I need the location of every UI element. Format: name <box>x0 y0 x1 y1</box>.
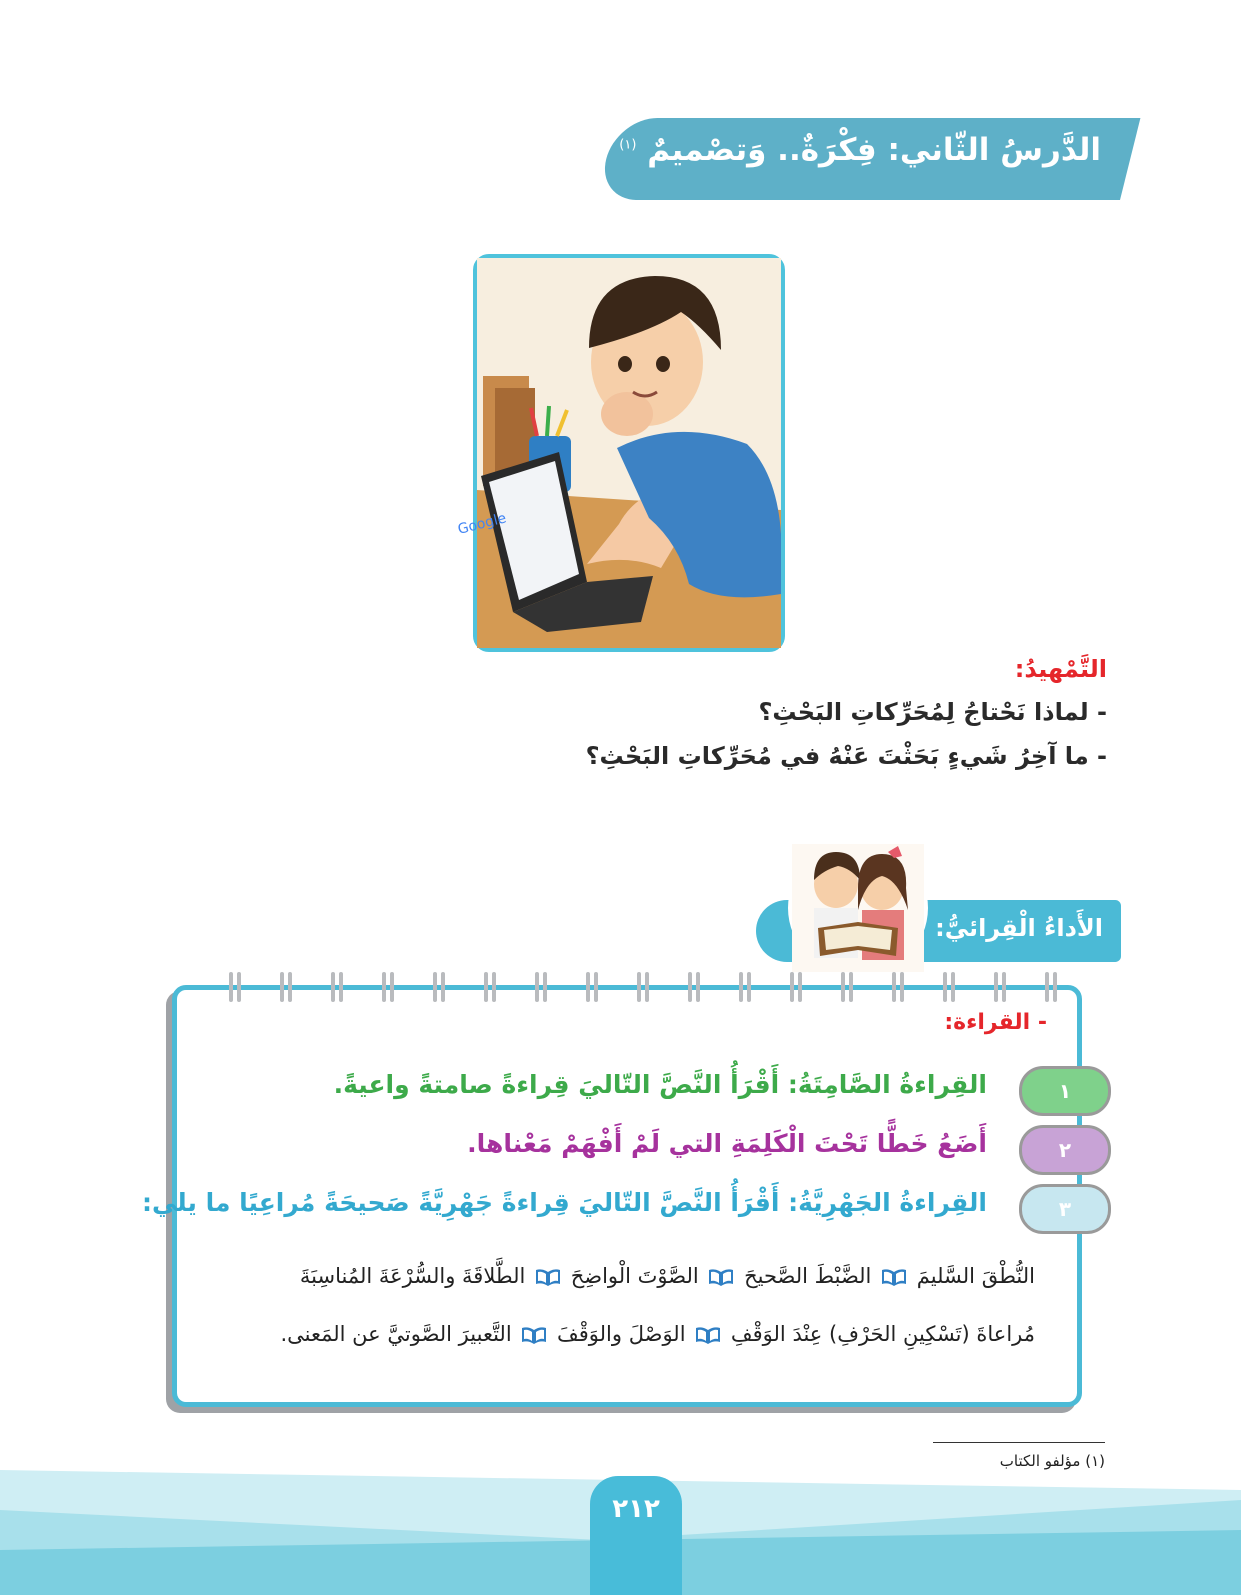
reading-performance-heading: الأَداءُ الْقِرائيُّ: <box>935 914 1103 942</box>
lesson-title <box>581 132 1101 168</box>
google-logo: Google <box>456 510 508 538</box>
step-3-text: القِراءةُ الجَهْرِيَّةُ: أَقْرَأُ النَّصَّ التّاليَ قِراءةً جَهْرِيَّةً صَحيحَةً مُراعِيًا ما يلي: <box>141 1188 987 1217</box>
step-2-text: أَضَعُ خَطًّا تَحْتَ الْكَلِمَةِ التي لَمْ أَفْهَمْ مَعْناها. <box>467 1129 987 1158</box>
footnote: (١) مؤلفو الكتاب <box>999 1452 1105 1470</box>
page-number: ٢١٢ <box>590 1476 682 1595</box>
step-number-2: ٢ <box>1019 1125 1111 1175</box>
step-number-1: ١ <box>1019 1066 1111 1116</box>
footnote-divider <box>933 1442 1105 1443</box>
intro-question-2: - ما آخِرُ شَيءٍ بَحَثْتَ عَنْهُ في مُحَرِّكاتِ البَحْثِ؟ <box>585 742 1107 770</box>
criterion-item: الوَصْلَ والوَقْفَ <box>557 1322 686 1346</box>
open-book-icon <box>708 1268 734 1286</box>
step-number-3: ٣ <box>1019 1184 1111 1234</box>
lesson-title-text: الدَّرسُ الثّاني: فِكْرَةٌ.. وَتصْميمٌ <box>647 132 1101 168</box>
criterion-item: مُراعاةَ (تَسْكِينِ الحَرْفِ) عِنْدَ الوَقْفِ <box>730 1322 1035 1346</box>
criterion-item: الضَّبْطَ الصَّحيحَ <box>744 1264 872 1288</box>
boy-laptop-illustration <box>456 254 785 652</box>
criterion-item: النُّطْقَ السَّليمَ <box>916 1264 1035 1288</box>
notebook-rings <box>190 972 1060 1012</box>
intro-heading: التَّمْهيدُ: <box>1014 655 1107 683</box>
open-book-icon <box>521 1326 547 1344</box>
kids-reading-illustration <box>788 840 928 976</box>
open-book-icon <box>881 1268 907 1286</box>
criterion-item: الصَّوْتَ الْواضِحَ <box>570 1264 699 1288</box>
step-1-text: القِراءةُ الصَّامِتَةُ: أَقْرَأُ النَّصَّ التّاليَ قِراءةً صامتةً واعيةً. <box>333 1070 987 1099</box>
intro-question-1: - لماذا نَحْتاجُ لِمُحَرِّكاتِ البَحْثِ؟ <box>758 698 1107 726</box>
open-book-icon <box>535 1268 561 1286</box>
criterion-item: التَّعبيرَ الصَّوتيَّ عن المَعنى. <box>280 1322 512 1346</box>
open-book-icon <box>695 1326 721 1344</box>
footnote-reference: (١) <box>619 137 637 153</box>
criterion-item: الطَّلاقَةَ والسُّرْعَةَ المُناسِبَةَ <box>299 1264 526 1288</box>
criteria-line-1 <box>300 1264 1035 1288</box>
reading-subheading: - القراءة: <box>944 1010 1047 1035</box>
criteria-line-2 <box>280 1322 1035 1346</box>
